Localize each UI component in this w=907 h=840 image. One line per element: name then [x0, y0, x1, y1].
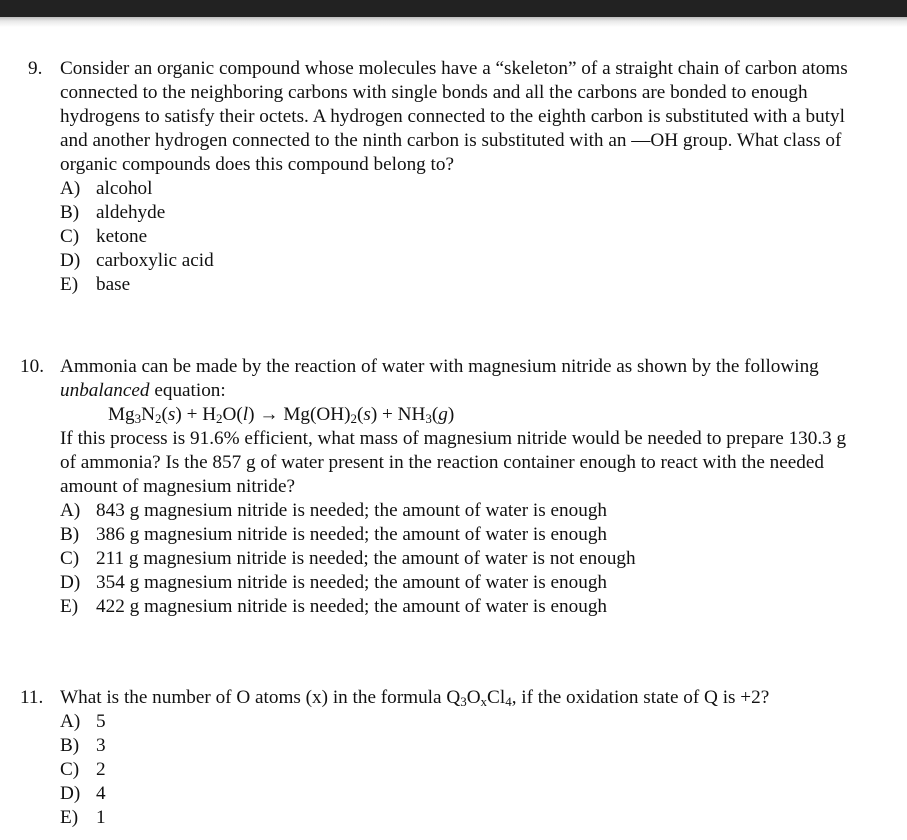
option-letter: E): [60, 274, 79, 295]
eq-subscript: 3: [425, 411, 432, 426]
eq-subscript: 2: [216, 411, 223, 426]
top-bar-shadow: [0, 17, 907, 27]
option-text: ketone: [96, 226, 148, 247]
eq-text: Mg: [108, 404, 135, 425]
option-letter: E): [60, 596, 79, 617]
question-number: 10.: [20, 356, 44, 377]
eq-text: (: [236, 404, 243, 425]
eq-subscript: 2: [350, 411, 357, 426]
question-text-line: Consider an organic compound whose molecules have a “skeleton” of a straight chain of carbon atoms: [60, 58, 848, 79]
answer-option-d[interactable]: [60, 782, 890, 806]
option-text: alcohol: [96, 178, 153, 199]
option-letter: A): [60, 178, 81, 199]
eq-state: l: [242, 404, 249, 425]
eq-text: H: [202, 404, 217, 425]
question-number: 11.: [20, 687, 44, 708]
answer-option-a[interactable]: [60, 499, 890, 523]
option-letter: B): [60, 524, 80, 545]
question-text-line: hydrogens to satisfy their octets. A hydrogen connected to the eighth carbon is substituted with a butyl: [60, 106, 845, 127]
question-text-line: Ammonia can be made by the reaction of water with magnesium nitride as shown by the following: [60, 356, 819, 377]
answer-options: [60, 710, 890, 830]
eq-text: ): [248, 404, 255, 425]
eq-text: Mg(OH): [283, 404, 351, 425]
option-text: 4: [96, 783, 106, 804]
eq-text: ): [447, 404, 455, 425]
answer-option-e[interactable]: [60, 806, 890, 830]
option-text: 3: [96, 735, 106, 756]
answer-option-e[interactable]: [60, 273, 890, 297]
option-text: 2: [96, 759, 106, 780]
answer-option-c[interactable]: [60, 225, 890, 249]
question-text-line: [60, 686, 890, 710]
option-letter: B): [60, 202, 80, 223]
chemical-equation: [60, 403, 890, 427]
top-bar: [0, 0, 907, 17]
question-text-line: amount of magnesium nitride?: [60, 476, 295, 497]
option-letter: B): [60, 735, 80, 756]
formula-subscript: 3: [460, 694, 467, 709]
question-text-fragment: equation:: [149, 380, 226, 401]
option-text: 5: [96, 711, 106, 732]
eq-text: NH: [397, 404, 426, 425]
option-letter: D): [60, 572, 81, 593]
option-letter: A): [60, 711, 81, 732]
option-letter: D): [60, 250, 81, 271]
formula-text: Q: [446, 687, 461, 708]
eq-text: (: [356, 404, 364, 425]
eq-plus: +: [377, 404, 398, 425]
eq-text: (: [431, 404, 439, 425]
answer-option-b[interactable]: [60, 523, 890, 547]
answer-option-b[interactable]: [60, 201, 890, 225]
option-letter: C): [60, 759, 80, 780]
answer-option-d[interactable]: [60, 249, 890, 273]
option-text: 422 g magnesium nitride is needed; the amount of water is enough: [96, 596, 608, 617]
eq-text: ): [175, 404, 182, 425]
chemical-formula: [446, 687, 511, 708]
option-letter: A): [60, 500, 81, 521]
eq-state: g: [438, 404, 448, 425]
option-text: 1: [96, 807, 106, 828]
option-letter: C): [60, 548, 80, 569]
answer-options: [60, 177, 890, 297]
option-text: base: [96, 274, 131, 295]
answer-option-b[interactable]: [60, 734, 890, 758]
formula-subscript: x: [480, 694, 488, 709]
answer-option-e[interactable]: [60, 595, 890, 619]
eq-subscript: 2: [155, 411, 162, 426]
question-text-line: of ammonia? Is the 857 g of water present in the reaction container enough to react with the needed: [60, 452, 825, 473]
option-text: 843 g magnesium nitride is needed; the amount of water is enough: [96, 500, 608, 521]
question-text-line: If this process is 91.6% efficient, what mass of magnesium nitride would be needed to prepare 130.3 g: [60, 428, 847, 449]
eq-text: ): [370, 404, 378, 425]
eq-subscript: 3: [134, 411, 142, 426]
option-text: 386 g magnesium nitride is needed; the amount of water is enough: [96, 524, 608, 545]
reaction-arrow-icon: →: [254, 404, 284, 425]
answer-option-c[interactable]: [60, 547, 890, 571]
option-letter: D): [60, 783, 81, 804]
eq-state: s: [167, 404, 176, 425]
eq-plus: +: [181, 404, 203, 425]
formula-subscript: 4: [505, 694, 512, 709]
eq-text: O: [222, 404, 237, 425]
answer-option-d[interactable]: [60, 571, 890, 595]
question-text-line: organic compounds does this compound belong to?: [60, 154, 454, 175]
formula-text: Cl: [487, 687, 506, 708]
question-11: [0, 686, 907, 830]
question-text-fragment: , if the oxidation state of Q is +2?: [511, 687, 770, 708]
question-text-line: and another hydrogen connected to the ninth carbon is substituted with an —OH group. What class of: [60, 130, 842, 151]
option-letter: C): [60, 226, 80, 247]
question-text-fragment: What is the number of O atoms (x) in the formula: [60, 687, 447, 708]
eq-text: (: [161, 404, 168, 425]
formula-text: O: [466, 687, 481, 708]
question-text-line: connected to the neighboring carbons with single bonds and all the carbons are bonded to enough: [60, 82, 808, 103]
emphasis-unbalanced: unbalanced: [60, 380, 150, 401]
option-text: carboxylic acid: [96, 250, 214, 271]
answer-option-a[interactable]: [60, 177, 890, 201]
option-text: aldehyde: [96, 202, 166, 223]
option-letter: E): [60, 807, 79, 828]
question-10: [0, 355, 907, 619]
answer-option-c[interactable]: [60, 758, 890, 782]
option-text: 354 g magnesium nitride is needed; the amount of water is enough: [96, 572, 608, 593]
question-9: [0, 57, 907, 297]
question-text-line: [60, 379, 890, 403]
answer-options: [60, 499, 890, 619]
eq-text: N: [141, 404, 156, 425]
answer-option-a[interactable]: [60, 710, 890, 734]
eq-state: s: [363, 404, 371, 425]
option-text: 211 g magnesium nitride is needed; the amount of water is not enough: [96, 548, 636, 569]
question-number: 9.: [28, 58, 43, 79]
